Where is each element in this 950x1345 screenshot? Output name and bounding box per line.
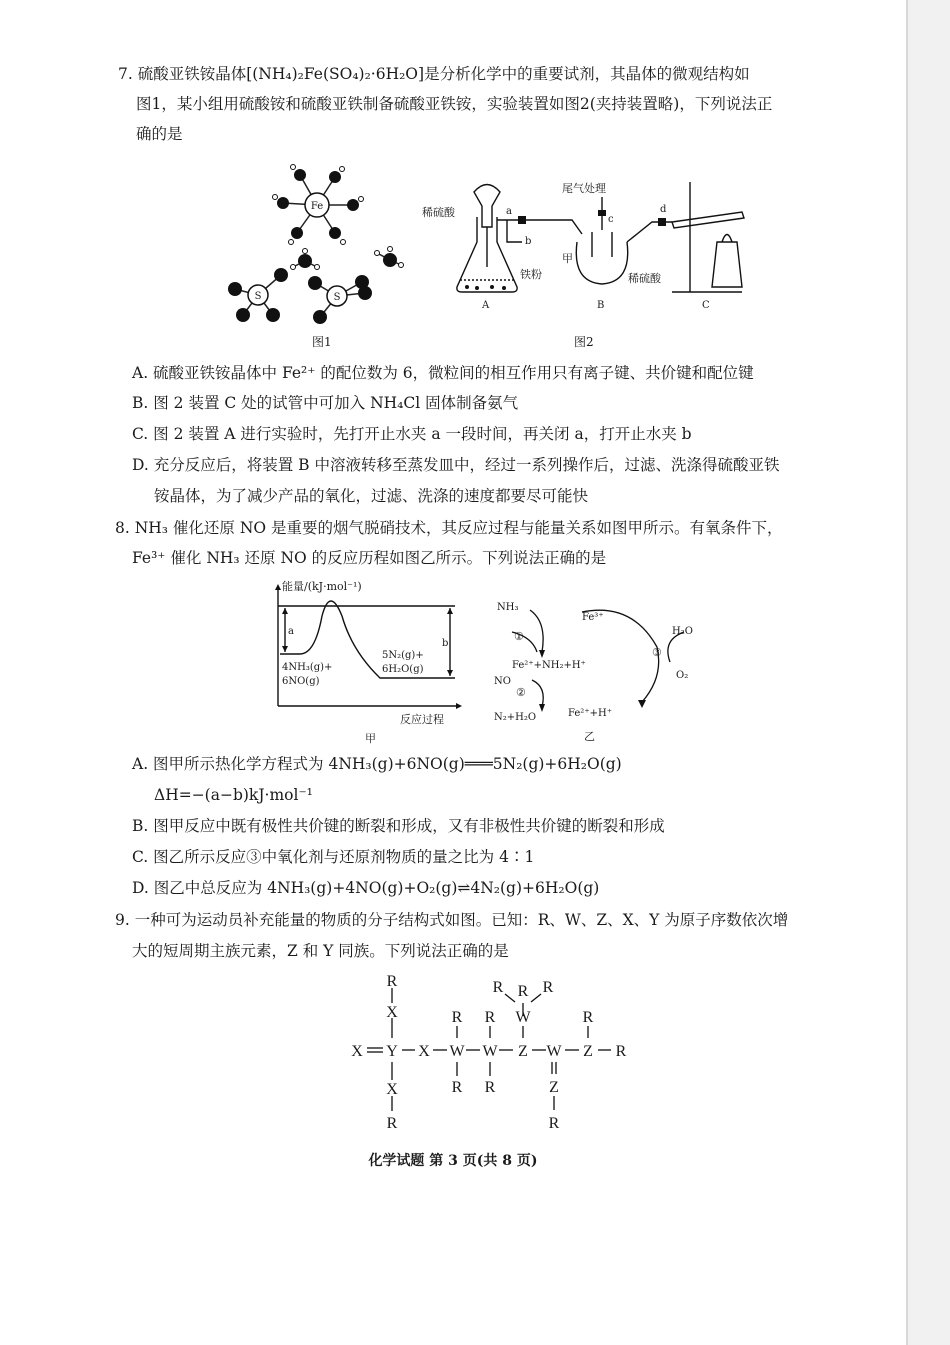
label-apparatus-c: C [702, 300, 710, 311]
atom-r-bottom-1: R [386, 1115, 398, 1132]
jia-label-a: a [288, 626, 294, 637]
atom-r-w1-bottom: R [451, 1079, 463, 1096]
label-apparatus-b: B [597, 300, 605, 311]
q7-stem-line2: 图1，某小组用硫酸铵和硫酸亚铁制备硫酸亚铁铵，实验装置如图2(夹持装置略)，下列说法正 [136, 95, 773, 113]
atom-x-lower: X [386, 1081, 398, 1098]
page-margin-shade [906, 0, 950, 1345]
label-tail-gas: 尾气处理 [562, 182, 606, 195]
atom-r-w1-top: R [451, 1009, 463, 1026]
q7-option-c: C. 图 2 装置 A 进行实验时，先打开止水夹 a 一段时间，再关闭 a，打开止水夹 b [132, 425, 692, 443]
q7-option-d-line1: D. 充分反应后，将装置 B 中溶液转移至蒸发皿中，经过一系列操作后，过滤、洗涤得硫酸亚铁 [132, 456, 780, 474]
q9-structural-formula [345, 968, 645, 1138]
q8-stem-line1: 8. NH₃ 催化还原 NO 是重要的烟气脱硝技术，其反应过程与能量关系如图甲所示。有氧条件下， [115, 519, 783, 537]
atom-r-z-top: R [582, 1009, 594, 1026]
atom-x-chain: X [418, 1043, 430, 1060]
atom-r-z-bottom: R [548, 1115, 560, 1132]
label-d: d [660, 204, 667, 215]
jia-caption: 甲 [365, 732, 376, 745]
yi-fe3: Fe³⁺ [582, 612, 604, 623]
yi-h2o: H₂O [672, 626, 693, 637]
atom-x-left: X [351, 1043, 363, 1060]
jia-x-axis-label: 反应过程 [400, 713, 444, 726]
atom-r-wtop-left: R [492, 979, 504, 996]
yi-step1: ① [514, 630, 524, 643]
atom-z-double: Z [549, 1079, 559, 1096]
yi-caption: 乙 [584, 730, 595, 742]
q7-option-b: B. 图 2 装置 C 处的试管中可加入 NH₄Cl 固体制备氨气 [132, 394, 519, 412]
yi-o2: O₂ [676, 670, 689, 681]
s-atom-label-1: S [254, 291, 262, 302]
q8-option-d: D. 图乙中总反应为 4NH₃(g)+4NO(g)+O₂(g)⇌4N₂(g)+6H₂O(g) [132, 879, 600, 897]
q7-option-d-line2: 铵晶体，为了减少产品的氧化，过滤、洗涤的速度都要尽可能快 [154, 487, 589, 505]
q7-stem-line1: 7. 硫酸亚铁铵晶体[(NH₄)₂Fe(SO₄)₂·6H₂O]是分析化学中的重要试剂，其晶体的微观结构如 [118, 65, 750, 83]
jia-y-axis-label: 能量/(kJ·mol⁻¹) [282, 580, 362, 593]
q9-stem-line2: 大的短周期主族元素，Z 和 Y 同族。下列说法正确的是 [132, 942, 509, 960]
q9-stem-line1: 9. 一种可为运动员补充能量的物质的分子结构式如图。已知：R、W、Z、X、Y 为原子序数依次增 [115, 911, 789, 929]
yi-fe2-h: Fe²⁺+H⁺ [568, 708, 612, 719]
jia-reactants-line1: 4NH₃(g)+ [282, 662, 333, 673]
atom-r-w2-bottom: R [484, 1079, 496, 1096]
q8-option-a-line2: ΔH=−(a−b)kJ·mol⁻¹ [154, 786, 313, 804]
q7-stem-line3: 确的是 [136, 125, 183, 143]
label-jia: 甲 [562, 252, 573, 265]
page-edge-line [906, 0, 908, 1345]
jia-reactants-line2: 6NO(g) [282, 676, 320, 687]
atom-r-wtop-right: R [542, 979, 554, 996]
jia-products-line2: 6H₂O(g) [382, 664, 424, 675]
figure-2-caption: 图2 [574, 335, 594, 349]
yi-intermediate: Fe²⁺+NH₂+H⁺ [512, 660, 586, 671]
yi-step2: ② [516, 686, 526, 699]
s-atom-label-2: S [333, 292, 341, 303]
page-footer: 化学试题 第 3 页(共 8 页) [368, 1153, 538, 1169]
atom-w-2: W [482, 1043, 498, 1060]
figure-jia-energy-diagram [270, 576, 470, 746]
label-iron-powder: 铁粉 [520, 268, 542, 281]
label-dilute-sulfuric-acid-b: 稀硫酸 [628, 272, 661, 285]
atom-w-3: W [546, 1043, 562, 1060]
figure-1-crystal-structure [225, 155, 415, 330]
q8-option-c: C. 图乙所示反应③中氧化剂与还原剂物质的量之比为 4∶1 [132, 848, 535, 866]
atom-r-w2-top: R [484, 1009, 496, 1026]
q8-option-b: B. 图甲反应中既有极性共价键的断裂和形成，又有非极性共价键的断裂和形成 [132, 817, 665, 835]
yi-n2-h2o: N₂+H₂O [494, 712, 537, 723]
atom-y: Y [386, 1043, 398, 1060]
label-c: c [608, 214, 614, 225]
yi-no: NO [494, 676, 511, 687]
label-dilute-sulfuric-acid: 稀硫酸 [422, 206, 455, 219]
figure-yi-catalytic-cycle [492, 592, 712, 742]
yi-nh3: NH₃ [497, 602, 519, 613]
q8-option-a-line1: A. 图甲所示热化学方程式为 4NH₃(g)+6NO(g)═══5N₂(g)+6H₂O(g) [132, 755, 622, 773]
figure-1-caption: 图1 [312, 335, 332, 349]
label-a: a [506, 206, 512, 217]
atom-r-wtop-center: R [517, 983, 529, 1000]
atom-z-right: Z [583, 1043, 593, 1060]
fe-atom-label: Fe [310, 201, 324, 212]
figure-2-apparatus [422, 172, 762, 312]
atom-x-upper: X [386, 1004, 398, 1021]
atom-w-1: W [449, 1043, 465, 1060]
q8-stem-line2: Fe³⁺ 催化 NH₃ 还原 NO 的反应历程如图乙所示。下列说法正确的是 [132, 549, 607, 567]
atom-z-chain: Z [518, 1043, 528, 1060]
atom-r-top-1: R [386, 973, 398, 990]
yi-step3: ③ [652, 646, 662, 659]
atom-r-end: R [615, 1043, 627, 1060]
atom-w-top: W [515, 1009, 531, 1026]
label-apparatus-a: A [482, 300, 490, 311]
q7-option-a: A. 硫酸亚铁铵晶体中 Fe²⁺ 的配位数为 6，微粒间的相互作用只有离子键、共价键和配位键 [132, 364, 754, 382]
jia-label-b: b [442, 638, 449, 649]
jia-products-line1: 5N₂(g)+ [382, 650, 424, 661]
label-b: b [525, 236, 532, 247]
